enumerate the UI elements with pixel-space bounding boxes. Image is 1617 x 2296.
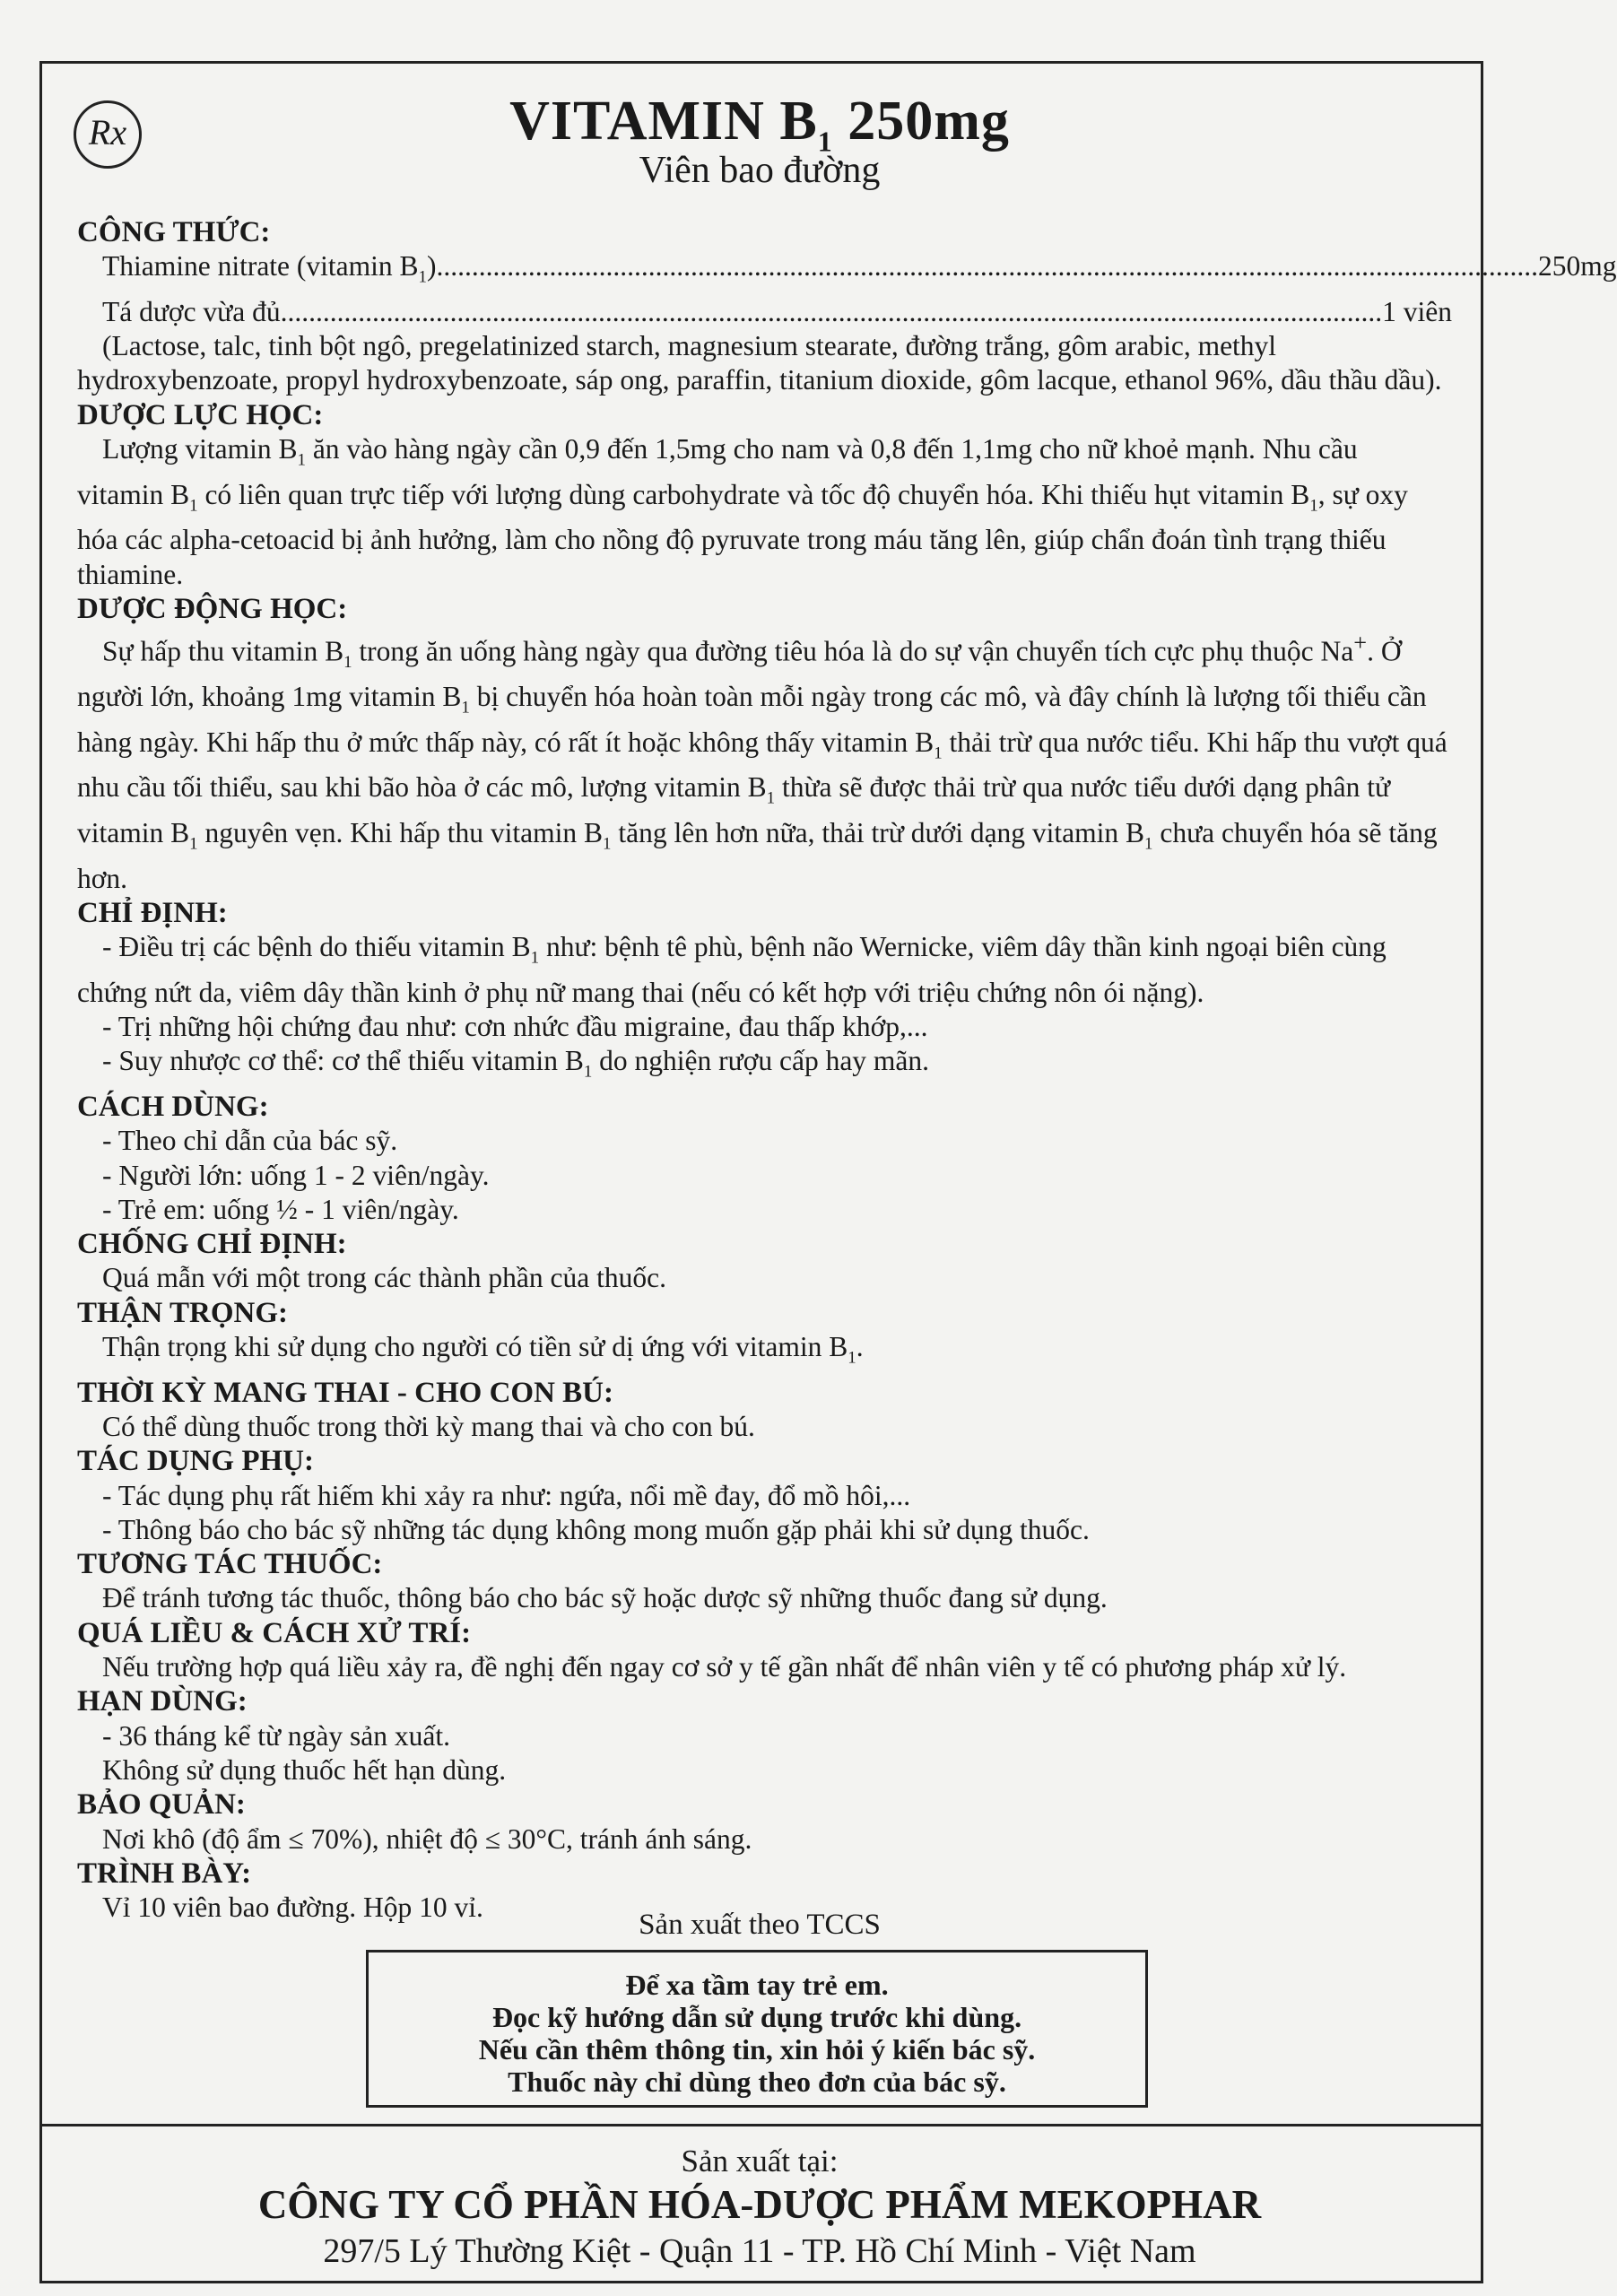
title-main: VITAMIN B [509, 91, 818, 152]
pharmacodynamics-heading: DƯỢC LỰC HỌC: [77, 398, 324, 431]
storage-text: Nơi khô (độ ẩm ≤ 70%), nhiệt độ ≤ 30°C, tránh ánh sáng. [102, 1822, 752, 1855]
side-effect-item: - Tác dụng phụ rất hiếm khi xảy ra như: ngứa, nổi mề đay, đổ mồ hôi,... [102, 1479, 911, 1511]
presentation-text: Vỉ 10 viên bao đường. Hộp 10 vỉ. [102, 1892, 483, 1924]
side-effect-item: - Thông báo cho bác sỹ những tác dụng không mong muốn gặp phải khi sử dụng thuốc. [102, 1513, 1090, 1545]
shelf-life-item: Không sử dụng thuốc hết hạn dùng. [102, 1753, 507, 1786]
dosage-item: - Người lớn: uống 1 - 2 viên/ngày. [102, 1159, 490, 1191]
title-dose: 250mg [832, 91, 1010, 152]
company-address: 297/5 Lý Thường Kiệt - Quận 11 - TP. Hồ Chí Minh - Việt Nam [323, 2232, 1196, 2270]
pharmacokinetics-heading: DƯỢC ĐỘNG HỌC: [77, 592, 348, 625]
dosage-heading: CÁCH DÙNG: [77, 1091, 269, 1123]
contraindications-heading: CHỐNG CHỈ ĐỊNH: [77, 1228, 347, 1261]
formula-active-value: 250mg [1537, 250, 1617, 283]
pregnancy-heading: THỜI KỲ MANG THAI - CHO CON BÚ: [77, 1376, 613, 1409]
formula-heading: CÔNG THỨC: [77, 216, 271, 248]
side-effects-heading: TÁC DỤNG PHỤ: [77, 1445, 314, 1478]
product-subtitle: Viên bao đường [639, 150, 881, 191]
presentation-heading: TRÌNH BÀY: [77, 1857, 252, 1890]
title-subscript: 1 [817, 125, 833, 158]
pharmacodynamics-text: Lượng vitamin $B_1$ ăn vào hàng ngày cần 0,9 đến 1,5mg cho nam và 0,8 đến 1,1mg cho nữ khoẻ mạnh. Nhu cầu vitamin $B_1$ có liên quan trực tiếp với lượng dùng carbohydrate và tốc độ chuyển hóa. Khi thiếu hụt vitamin $B_1$, sự oxy hóa các alpha-cetoacid bị ảnh hưởng, làm cho nồng độ pyruvate trong máu tăng lên, giúp chẩn đoán tình trạng thiếu thiamine. [77, 433, 1408, 590]
production-standard: Sản xuất theo TCCS [639, 1909, 881, 1941]
leaflet-content [77, 215, 1617, 1925]
warning-line: Nếu cần thêm thông tin, xin hỏi ý kiến bác sỹ. [478, 2033, 1036, 2066]
divider [39, 2124, 1483, 2126]
warning-line: Thuốc này chỉ dùng theo đơn của bác sỹ. [508, 2066, 1006, 2098]
rx-symbol: Rx [88, 112, 127, 152]
warning-line: Để xa tầm tay trẻ em. [625, 1969, 889, 2001]
indication-item: - Điều trị các bệnh do thiếu vitamin $B_1$ như: bệnh tê phù, bệnh não Wernicke, viêm dây thần kinh ngoại biên cùng chứng nứt da, viêm dây thần kinh ở phụ nữ mang thai (nếu có kết hợp với triệu chứng nôn ói nặng). [77, 931, 1387, 1008]
interactions-text: Để tránh tương tác thuốc, thông báo cho bác sỹ hoặc dược sỹ những thuốc đang sử dụng. [102, 1582, 1108, 1614]
pregnancy-text: Có thể dùng thuốc trong thời kỳ mang thai và cho con bú. [102, 1410, 755, 1442]
shelf-life-item: - 36 tháng kể từ ngày sản xuất. [102, 1719, 450, 1752]
storage-heading: BẢO QUẢN: [77, 1788, 246, 1822]
formula-excipients-text: (Lactose, talc, tinh bột ngô, pregelatinized starch, magnesium stearate, đường trắng, gôm arabic, methyl hydroxybenzoate, propyl hydroxybenzoate, sáp ong, paraffin, titanium dioxide, gôm lacque, ethanol 96%, dầu thầu dầu). [77, 330, 1442, 396]
dosage-item: - Trẻ em: uống ½ - 1 viên/ngày. [102, 1193, 459, 1225]
formula-active-label: Thiamine nitrate (vitamin B [102, 250, 419, 283]
formula-line-excipient [77, 295, 1452, 329]
interactions-heading: TƯƠNG TÁC THUỐC: [77, 1548, 383, 1581]
pharmacokinetics-text: Sự hấp thu vitamin $B_1$ trong ăn uống hàng ngày qua đường tiêu hóa là do sự vận chuyển tích cực phụ thuộc Na+. Ở người lớn, khoảng 1mg vitamin $B_1$ bị chuyển hóa hoàn toàn mỗi ngày trong các mô, và đây chính là lượng tối thiểu cần hàng ngày. Khi hấp thu ở mức thấp này, có rất ít hoặc không thấy vitamin $B_1$ thải trừ qua nước tiểu. Khi hấp thu vượt quá nhu cầu tối thiểu, sau khi bão hòa ở các mô, lượng vitamin $B_1$ thừa sẽ được thải trừ qua nước tiểu dưới dạng phân tử vitamin $B_1$ nguyên vẹn. Khi hấp thu vitamin $B_1$ tăng lên hơn nữa, thải trừ dưới dạng vitamin $B_1$ chưa chuyển hóa sẽ tăng hơn. [77, 630, 1447, 894]
manufactured-at-label: Sản xuất tại: [681, 2144, 839, 2179]
overdose-text: Nếu trường hợp quá liều xảy ra, đề nghị đến ngay cơ sở y tế gần nhất để nhân viên y tế có phương pháp xử lý. [102, 1651, 1347, 1683]
company-name: CÔNG TY CỔ PHẦN HÓA-DƯỢC PHẨM MEKOPHAR [257, 2182, 1262, 2227]
precautions-text: Thận trọng khi sử dụng cho người có tiền sử dị ứng với vitamin $B_1$. [102, 1331, 864, 1368]
warning-line: Đọc kỹ hướng dẫn sử dụng trước khi dùng. [491, 2001, 1022, 2033]
shelf-life-heading: HẠN DÙNG: [77, 1685, 248, 1718]
formula-excipient-value: 1 viên [1382, 295, 1452, 327]
dot-leader: ............................................................................................................................................................ [436, 250, 1538, 283]
product-title [0, 90, 1519, 158]
formula-excipient-label: Tá dược vừa đủ [102, 295, 281, 327]
indication-item: - Trị những hội chứng đau như: cơn nhức đầu migraine, đau thấp khớp,... [102, 1011, 928, 1043]
warning-box [366, 1950, 1148, 2108]
contraindications-text: Quá mẫn với một trong các thành phần của thuốc. [102, 1262, 666, 1294]
dot-leader: ............................................................................................................................................................ [280, 295, 1383, 327]
formula-line-active: Thiamine nitrate (vitamin $B_1$) ............................................................................................................................................................ 250mg [77, 249, 1449, 295]
precautions-heading: THẬN TRỌNG: [77, 1296, 288, 1329]
overdose-heading: QUÁ LIỀU & CÁCH XỬ TRÍ: [77, 1616, 472, 1649]
dosage-item: - Theo chỉ dẫn của bác sỹ. [102, 1125, 398, 1157]
indication-item: - Suy nhược cơ thể: cơ thể thiếu vitamin $B_1$ do nghiện rượu cấp hay mãn. [102, 1045, 930, 1082]
indications-heading: CHỈ ĐỊNH: [77, 896, 228, 929]
